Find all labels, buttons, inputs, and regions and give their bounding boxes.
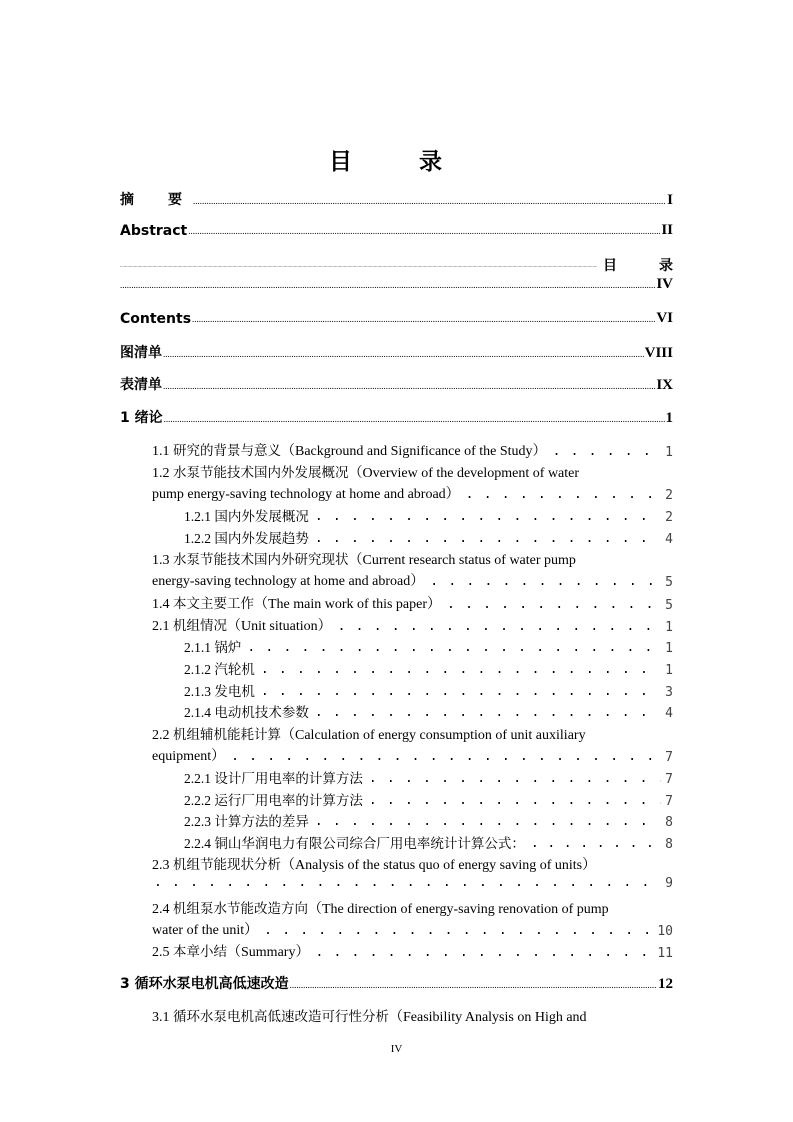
leader-dots	[247, 640, 661, 655]
toc-entry-label: 3 循环水泵电机高低速改造	[120, 976, 289, 992]
toc-entry-label: 1.2.1 国内外发展概况	[184, 509, 309, 524]
toc-entry-label: 1 绪论	[120, 410, 163, 426]
toc-entry-label: 2.2.2 运行厂用电率的计算方法	[184, 793, 363, 808]
toc-entry-1-2[interactable]: 1.2 水泵节能技术国内外发展概况（Overview of the development of water	[152, 465, 580, 481]
leader-dots	[430, 574, 661, 589]
page-number: IV	[390, 1043, 403, 1055]
toc-entry-page: 4	[665, 706, 673, 721]
toc-entry-page: I	[667, 192, 673, 208]
leader-dots	[261, 684, 661, 699]
toc-entry-page: IX	[656, 377, 673, 393]
toc-entry-page: 2	[665, 488, 673, 503]
toc-entry-label: water of the unit）	[152, 923, 259, 938]
toc-entry-label: energy-saving technology at home and abroad）	[152, 574, 425, 589]
toc-entry-label: 目 录	[603, 258, 687, 274]
toc-entry-label: 2.1.3 发电机	[184, 684, 255, 699]
leader-dots	[120, 264, 597, 270]
toc-entry-page: 1	[665, 410, 673, 426]
leader-dots	[338, 619, 662, 634]
toc-entry-label: 2.1.1 锅炉	[184, 640, 242, 655]
toc-entry-1-3-continued	[152, 570, 673, 590]
toc-entry-page: 9	[665, 876, 673, 891]
toc-entry-label: 2.2.1 设计厂用电率的计算方法	[184, 771, 363, 786]
leader-dots	[369, 771, 661, 786]
leader-dots	[120, 280, 655, 290]
leader-dots	[315, 814, 661, 829]
toc-entry-page: 1	[665, 620, 673, 635]
toc-entry-label: 1.1 研究的背景与意义（Background and Significance of the Study）	[152, 443, 547, 459]
toc-entry-label: 图清单	[120, 345, 162, 361]
toc-entry-label: pump energy-saving technology at home and abroad）	[152, 487, 460, 502]
toc-entry-label: Abstract	[120, 223, 188, 239]
leader-dots	[290, 980, 657, 990]
leader-dots	[193, 196, 666, 206]
toc-entry-2-3[interactable]: 2.3 机组节能现状分析（Analysis of the status quo of energy saving of units）	[152, 857, 597, 873]
leader-dots	[315, 705, 661, 720]
toc-entry-label: 摘 要	[120, 192, 192, 208]
toc-entry-label: 1.2.2 国内外发展趋势	[184, 531, 309, 546]
leader-dots	[315, 945, 653, 960]
toc-entry-2-2[interactable]: 2.2 机组辅机能耗计算（Calculation of energy consumption of unit auxiliary	[152, 727, 586, 743]
leader-dots	[163, 349, 644, 359]
toc-entry-1-2-1[interactable]	[184, 505, 673, 525]
leader-dots	[553, 444, 662, 459]
toc-entry-2-1-3[interactable]	[184, 680, 673, 700]
leader-dots	[164, 414, 665, 424]
toc-entry-page: 8	[665, 815, 673, 830]
toc-entry-2-1-4[interactable]	[184, 701, 673, 721]
leader-dots	[154, 875, 661, 890]
leader-dots	[315, 531, 661, 546]
toc-entry-3-1[interactable]: 3.1 循环水泵电机高低速改造可行性分析（Feasibility Analysis on High and	[152, 1009, 587, 1025]
toc-entry-page: 7	[665, 794, 673, 809]
toc-entry-abstract-en[interactable]	[120, 222, 673, 239]
toc-entry-label: 2.2.3 计算方法的差异	[184, 814, 309, 829]
toc-entry-toc-cn[interactable]	[120, 255, 687, 275]
leader-dots	[315, 509, 661, 524]
toc-entry-2-4[interactable]: 2.4 机组泵水节能改造方向（The direction of energy-saving renovation of pump	[152, 901, 609, 917]
toc-entry-label: 2.1 机组情况（Unit situation）	[152, 618, 332, 634]
toc-entry-page: 1	[665, 663, 673, 678]
toc-entry-tables[interactable]	[120, 374, 673, 394]
toc-entry-chapter-1[interactable]	[120, 407, 673, 427]
toc-entry-page: VI	[656, 310, 673, 326]
leader-dots	[531, 836, 661, 851]
leader-dots	[192, 314, 655, 324]
leader-dots	[163, 381, 655, 391]
toc-entry-page: 7	[665, 750, 673, 765]
toc-entry-page: IV	[656, 276, 673, 292]
toc-entry-page: 4	[665, 532, 673, 547]
toc-entry-page: 5	[665, 598, 673, 613]
toc-entry-2-2-4[interactable]	[184, 832, 673, 852]
leader-dots	[466, 487, 662, 502]
toc-entry-figures[interactable]	[120, 342, 673, 362]
toc-entry-abstract-cn[interactable]	[120, 189, 673, 209]
toc-entry-page: 8	[665, 837, 673, 852]
page-title: 目 录	[329, 149, 464, 175]
leader-dots	[188, 226, 660, 236]
leader-dots	[261, 662, 661, 677]
toc-entry-page: 12	[658, 976, 673, 992]
toc-entry-label: 1.4 本文主要工作（The main work of this paper）	[152, 596, 442, 612]
toc-entry-1-2-continued	[152, 483, 673, 503]
toc-entry-toc-cn-continued	[120, 276, 673, 293]
leader-dots	[231, 749, 661, 764]
toc-entry-1-1[interactable]	[152, 439, 673, 460]
toc-entry-1-2-2[interactable]	[184, 527, 673, 547]
toc-entry-label: equipment）	[152, 749, 226, 764]
toc-entry-2-2-2[interactable]	[184, 789, 673, 809]
toc-entry-2-3-continued	[152, 875, 673, 891]
toc-entry-label: 表清单	[120, 377, 162, 393]
toc-entry-page: 11	[657, 946, 673, 961]
toc-entry-page: 10	[657, 924, 673, 939]
toc-entry-page: 3	[665, 685, 673, 700]
toc-entry-2-2-1[interactable]	[184, 767, 673, 787]
toc-entry-label: Contents	[120, 311, 192, 327]
toc-entry-label: 2.1.2 汽轮机	[184, 662, 255, 677]
toc-entry-page: 5	[665, 575, 673, 590]
toc-entry-2-1-1[interactable]	[184, 636, 673, 656]
toc-entry-label: 2.2.4 铜山华润电力有限公司综合厂用电率统计计算公式：	[184, 836, 525, 851]
toc-entry-1-3[interactable]: 1.3 水泵节能技术国内外研究现状（Current research status of water pump	[152, 552, 576, 568]
toc-entry-page: 2	[665, 510, 673, 525]
toc-entry-toc-en[interactable]	[120, 310, 673, 327]
toc-entry-2-2-3[interactable]	[184, 810, 673, 830]
toc-entry-page: 1	[665, 445, 673, 460]
leader-dots	[264, 923, 653, 938]
toc-entry-page: 7	[665, 772, 673, 787]
toc-entry-page: 1	[665, 641, 673, 656]
toc-entry-page: II	[661, 222, 673, 238]
toc-entry-2-2-continued	[152, 745, 673, 765]
toc-entry-2-5[interactable]	[152, 940, 673, 961]
toc-entry-page: VIII	[644, 345, 673, 361]
toc-entry-label: 2.1.4 电动机技术参数	[184, 705, 309, 720]
toc-entry-2-1[interactable]	[152, 614, 673, 635]
toc-entry-label: 2.5 本章小结（Summary）	[152, 944, 310, 960]
toc-entry-2-4-continued	[152, 919, 673, 939]
leader-dots	[447, 597, 661, 612]
toc-entry-chapter-3[interactable]	[120, 973, 673, 993]
toc-entry-1-4[interactable]	[152, 592, 673, 613]
toc-entry-2-1-2[interactable]	[184, 658, 673, 678]
leader-dots	[369, 793, 661, 808]
